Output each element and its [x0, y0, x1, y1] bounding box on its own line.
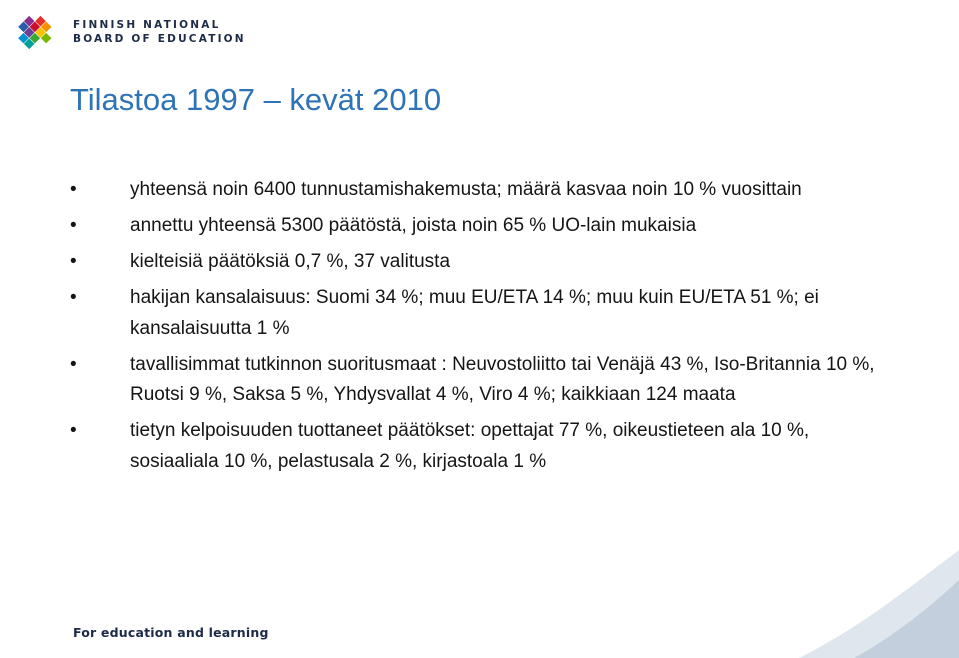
bullet-marker: • — [70, 215, 77, 236]
org-name-line2: BOARD OF EDUCATION — [73, 33, 246, 45]
bullet-item — [70, 416, 890, 477]
bullet-text: hakijan kansalaisuus: Suomi 34 %; muu EU/ETA 14 %; muu kuin EU/ETA 51 %; ei kansalaisuutta 1 % — [130, 287, 819, 339]
footer-tagline: For education and learning — [73, 625, 269, 640]
bullet-text: tietyn kelpoisuuden tuottaneet päätökset: opettajat 77 %, oikeustieteen ala 10 %, sosiaaliala 10 %, pelastusala 2 %, kirjastoala 1 % — [130, 420, 810, 472]
bullet-item — [70, 283, 890, 344]
corner-swoosh-decoration — [779, 528, 959, 658]
org-name — [73, 18, 246, 46]
bullet-list — [70, 175, 890, 483]
bullet-text: tavallisimmat tutkinnon suoritusmaat : Neuvostoliitto tai Venäjä 43 %, Iso-Britannia 10 %, Ruotsi 9 %, Saksa 5 %, Yhdysvallat 4 %, Viro 4 %; kaikkiaan 124 maata — [130, 353, 875, 405]
bullet-item — [70, 350, 890, 411]
bullet-marker: • — [70, 420, 77, 441]
bullet-marker: • — [70, 179, 77, 200]
org-name-line1: FINNISH NATIONAL — [73, 19, 221, 31]
slide-title: Tilastoa 1997 – kevät 2010 — [70, 82, 442, 117]
bullet-text: yhteensä noin 6400 tunnustamishakemusta; määrä kasvaa noin 10 % vuosittain — [130, 179, 802, 200]
bullet-marker: • — [70, 353, 77, 375]
bullet-text: kielteisiä päätöksiä 0,7 %, 37 valitusta — [130, 251, 451, 272]
bullet-marker: • — [70, 287, 77, 308]
header-logo — [8, 6, 258, 52]
bullet-item — [70, 211, 890, 242]
bullet-marker: • — [70, 251, 77, 272]
logo-icon — [8, 6, 56, 54]
bullet-item — [70, 175, 890, 206]
bullet-item — [70, 247, 890, 278]
bullet-text: annettu yhteensä 5300 päätöstä, joista noin 65 % UO-lain mukaisia — [130, 215, 697, 236]
